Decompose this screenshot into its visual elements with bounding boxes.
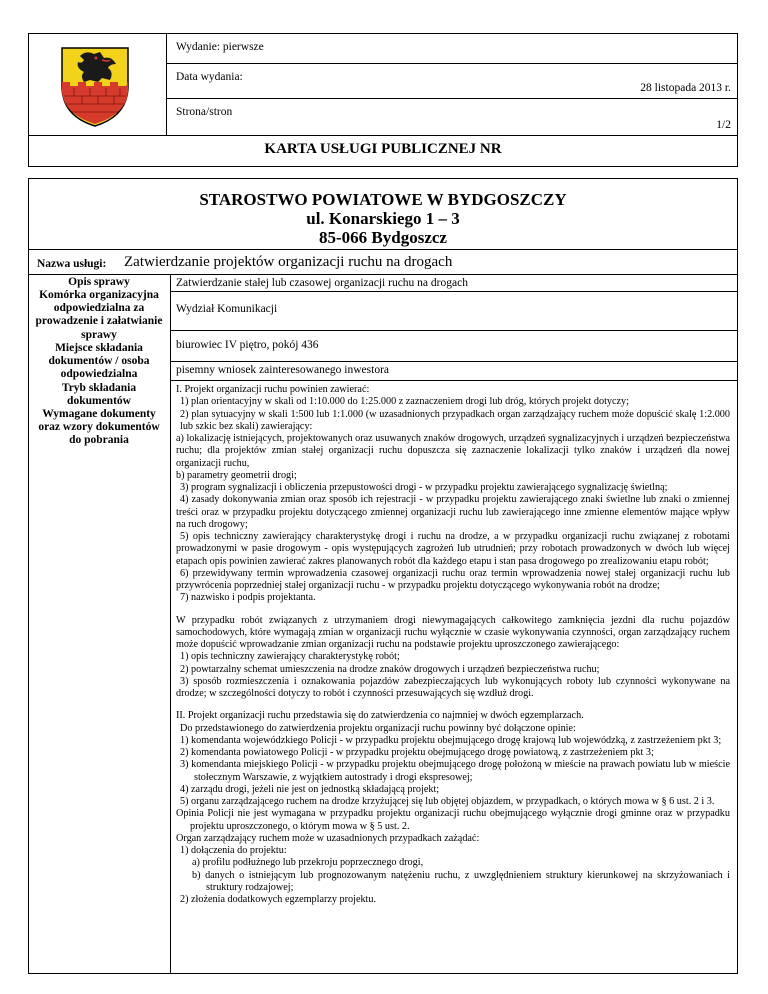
s2-item-3: 3) sposób rozmieszczenia i oznakowania pojazdów zabezpieczających lub wykonujących roboty lub czynności wykonywane na drodze; w szczególności dotyczy to robót i czynności przesuwających się wzdłuż drogi.: [176, 675, 730, 699]
s1-item-7: 7) nazwisko i podpis projektanta.: [180, 592, 316, 604]
s3-request-2: 2) złożenia dodatkowych egzemplarzy projektu.: [180, 894, 377, 905]
documents-text: [176, 384, 730, 906]
label-documents: Wymagane dokumenty oraz wzory dokumentów do pobrania: [38, 408, 160, 447]
label-mode: Tryb składania dokumentów: [61, 382, 137, 408]
issue-date-value: 28 listopada 2013 r.: [640, 82, 731, 94]
page-value: 1/2: [716, 119, 731, 131]
s1-item-3: 3) program sygnalizacji i obliczenia przepustowości drogi - w przypadku projektu zawierającego sygnalizację świetlną;: [180, 482, 668, 493]
s2-item-1: 1) opis techniczny zawierający charakterystykę robót;: [180, 651, 400, 663]
s1-item-5: 5) opis techniczny zawierający charakterystykę drogi i ruchu na drodze, a w przypadku organizacji ruchu związanej z robotami prowadzonymi w pasie drogowym - opis występujących zagrożeń lub utrudnień; przy robotach prowadzonych w dwóch lub więcej etapach opis powinien zawierać zakres planowanych robót dla każdego etapu i stan pasa drogowego po zrealizowaniu etapu robót;: [176, 531, 730, 567]
label-description: Opis sprawy: [68, 276, 130, 288]
s3-item-1: 1) komendanta wojewódzkiego Policji - w przypadku projektu obejmującego drogę krajową lub wojewódzką, z zastrzeżeniem pkt 3;: [180, 734, 722, 746]
s3-item-4: 4) zarządu drogi, jeżeli nie jest on jednostką składającą projekt;: [180, 783, 440, 795]
s1-item-6: 6) przewidywany termin wprowadzenia czasowej organizacji ruchu oraz termin wprowadzenia nowej stałej organizacji ruchu lub przywrócenia poprzedniej stałej organizacji ruchu - w przypadku projektu dotyczącego wykonywania robót na drodze;: [176, 567, 730, 591]
service-name: Zatwierdzanie projektów organizacji ruchu na drogach: [124, 254, 453, 270]
s3-item-3: 3) komendanta miejskiego Policji - w przypadku projektu obejmującego drogę położoną w mieście na prawach powiatu lub w mieście stołecznym Warszawie, z wyjątkiem autostrady i drogi ekspresowej;: [180, 759, 730, 783]
s1-item-2a: a) lokalizację istniejących, projektowanych oraz usuwanych znaków drogowych, urządzeń sygnalizacyjnych i urządzeń bezpieczeństwa ruchu; dla projektów zmian stałej organizacji ruchu dopuszcza się zaznaczenie lokalizacji tylko znaków i urządzeń dla nowej organizacji ruchu,: [176, 433, 730, 469]
s2-item-2: 2) powtarzalny schemat umieszczenia na drodze znaków drogowych i urządzeń bezpieczeństwa ruchu;: [180, 663, 600, 675]
value-description: Zatwierdzanie stałej lub czasowej organizacji ruchu na drogach: [176, 277, 468, 289]
s3-request-1: 1) dołączenia do projektu:: [180, 845, 287, 856]
s3-item-5: 5) organu zarządzającego ruchem na drodze krzyżującej się lub objętej objazdem, w przypadkach, o których mowa w § 6 ust. 2 i 3.: [180, 796, 715, 807]
edition-label: Wydanie: pierwsze: [176, 41, 264, 53]
s1-item-1: 1) plan orientacyjny w skali od 1:10.000 do 1:25.000 z zaznaczeniem drogi lub dróg, których projekt dotyczy;: [180, 396, 629, 408]
s3-intro: II. Projekt organizacji ruchu przedstawia się do zatwierdzenia co najmniej w dwóch egzemplarzach.: [176, 710, 584, 722]
s1-item-2b: b) parametry geometrii drogi;: [176, 469, 297, 481]
issue-date-label: Data wydania:: [176, 71, 243, 83]
s3-intro2: Do przedstawionego do zatwierdzenia projektu organizacji ruchu powinny być dołączone opinie:: [180, 722, 576, 734]
s1-item-2: 2) plan sytuacyjny w skali 1:500 lub 1:1.000 (w uzasadnionych przypadkach organ zarządzający ruchem może dopuścić skalę 1:2.000 lub szkic bez skali) zawierający:: [180, 408, 730, 432]
office-name: STAROSTWO POWIATOWE W BYDGOSZCZY: [199, 190, 567, 209]
label-place: Miejsce składania dokumentów / osoba odpowiedzialna: [48, 342, 150, 381]
s3-request-intro: Organ zarządzający ruchem może w uzasadnionych przypadkach zażądać:: [176, 832, 480, 844]
s3-request-1b: b) danych o istniejącym lub prognozowanym natężeniu ruchu, z uwzględnieniem struktury kierunkowej na skrzyżowaniach i struktury rodzajowej;: [192, 869, 730, 893]
s3-police-note: Opinia Policji nie jest wymagana w przypadku projektu organizacji ruchu obejmującego wyłącznie drogi gminne oraz w przypadku projektu uproszczonego, o którym mowa w § 5 ust. 2.: [176, 808, 730, 832]
value-place: biurowiec IV piętro, pokój 436: [176, 339, 319, 351]
page-label: Strona/stron: [176, 106, 233, 118]
office-street: ul. Konarskiego 1 – 3: [306, 209, 460, 228]
service-label: Nazwa usługi:: [37, 258, 107, 270]
coat-of-arms-logo: [50, 42, 140, 130]
value-mode: pisemny wniosek zainteresowanego inwestora: [176, 364, 390, 376]
value-unit: Wydział Komunikacji: [176, 303, 278, 315]
s3-item-2: 2) komendanta powiatowego Policji - w przypadku projektu obejmującego drogę powiatową, z zastrzeżeniem pkt 3;: [180, 747, 654, 758]
s3-request-1a: a) profilu podłużnego lub przekroju poprzecznego drogi,: [192, 857, 424, 869]
office-city: 85-066 Bydgoszcz: [319, 228, 447, 247]
s1-intro: I. Projekt organizacji ruchu powinien zawierać:: [176, 384, 370, 395]
s1-item-4: 4) zasady dokonywania zmian oraz sposób ich rejestracji - w przypadku projektu zawierającego znaki świetlne lub znaki o zmiennej treści oraz w przypadku projektu dotyczącego zmiennej organizacji ruchu lub zawierającego inne zmienne elementów mające wpływ na ruch drogowy;: [176, 494, 730, 530]
card-title: KARTA USŁUGI PUBLICZNEJ NR: [264, 141, 502, 157]
label-unit: Komórka organizacyjna odpowiedzialna za prowadzenie i załatwianie sprawy: [35, 289, 163, 341]
s2-intro: W przypadku robót związanych z utrzymaniem drogi niewymagających całkowitego zamknięcia jezdni dla ruchu pojazdów samochodowych, które wymagają zmian w organizacji ruchu wyłącznie w czasie wykonywania czynności, organ zarządzający ruchem może dopuścić wprowadzanie zmian organizacji ruchu na podstawie projektu uproszczonego zawierającego:: [176, 614, 730, 650]
